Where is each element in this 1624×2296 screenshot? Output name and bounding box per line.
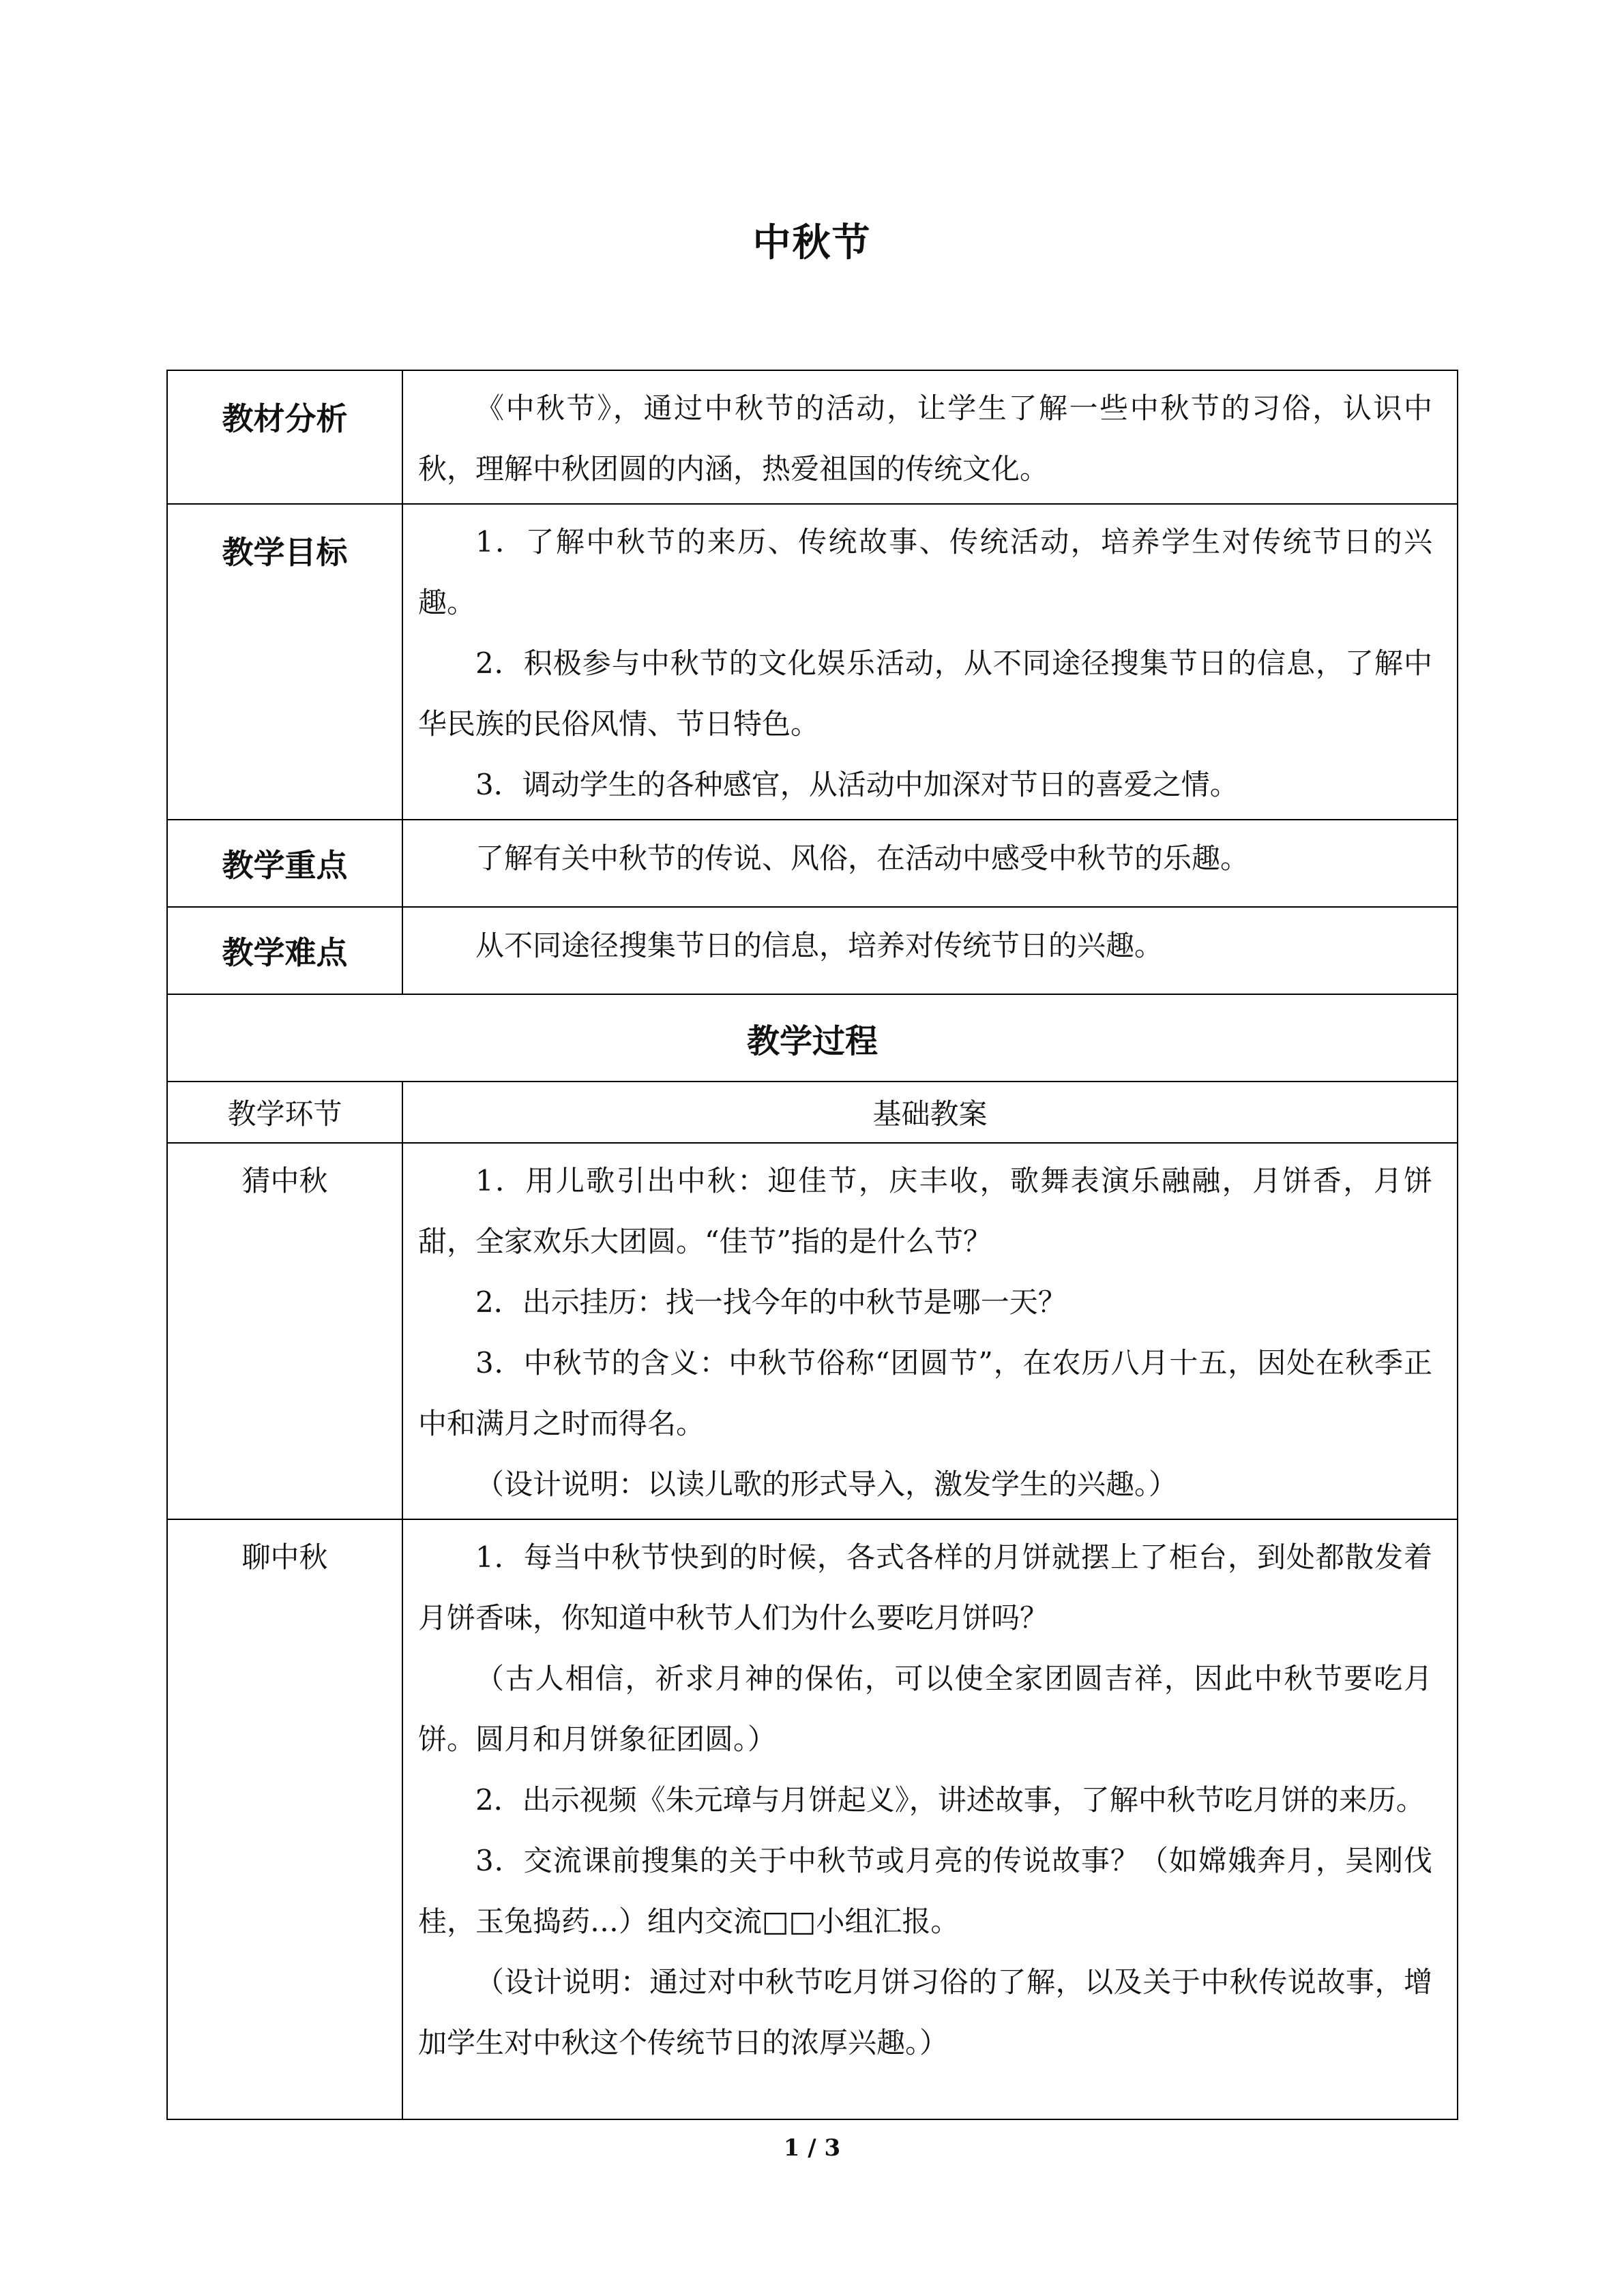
difficulties-paragraph: 从不同途径搜集节日的信息，培养对传统节日的兴趣。 <box>475 929 1164 962</box>
stage-paragraph: 1．每当中秋节快到的时候，各式各样的月饼就摆上了柜台，到处都散发着月饼香味，你知道中秋节人们为什么要吃月饼吗？ <box>418 1540 1432 1635</box>
content-difficulties <box>402 907 1458 994</box>
stage-paragraph: （设计说明：以读儿歌的形式导入，激发学生的兴趣。） <box>475 1467 1178 1501</box>
stage-name: 猜中秋 <box>167 1143 402 1519</box>
row-process-heading <box>167 994 1458 1082</box>
objective-paragraph: 2．积极参与中秋节的文化娱乐活动，从不同途径搜集节日的信息，了解中华民族的民俗风情、节日特色。 <box>418 646 1432 741</box>
table-row-stage-chat <box>167 1519 1458 2119</box>
stage-content <box>402 1143 1458 1519</box>
row-difficulties <box>167 907 1458 994</box>
stage-paragraph: （古人相信，祈求月神的保佑，可以使全家团圆吉祥，因此中秋节要吃月饼。圆月和月饼象征团圆。） <box>418 1662 1432 1756</box>
row-key-points <box>167 820 1458 907</box>
row-analysis <box>167 370 1458 504</box>
label-objectives: 教学目标 <box>167 504 402 820</box>
document-title: 中秋节 <box>752 221 872 265</box>
label-difficulties: 教学难点 <box>167 907 402 994</box>
column-header-plan: 基础教案 <box>402 1082 1458 1143</box>
process-heading: 教学过程 <box>167 994 1458 1082</box>
objective-paragraph: 1．了解中秋节的来历、传统故事、传统活动，培养学生对传统节日的兴趣。 <box>418 525 1432 619</box>
stage-paragraph: 1．用儿歌引出中秋：迎佳节，庆丰收，歌舞表演乐融融，月饼香，月饼甜，全家欢乐大团圆。“佳节”指的是什么节？ <box>418 1164 1432 1258</box>
row-process-columns <box>167 1082 1458 1143</box>
lesson-plan-table <box>166 370 1458 2120</box>
stage-name: 聊中秋 <box>167 1519 402 2119</box>
stage-paragraph: 3．中秋节的含义：中秋节俗称“团圆节”，在农历八月十五，因处在秋季正中和满月之时而得名。 <box>418 1346 1432 1440</box>
stage-content <box>402 1519 1458 2119</box>
stage-paragraph: （设计说明：通过对中秋节吃月饼习俗的了解，以及关于中秋传说故事，增加学生对中秋这个传统节日的浓厚兴趣。） <box>418 1965 1432 2059</box>
column-header-stage: 教学环节 <box>167 1082 402 1143</box>
stage-paragraph: 2．出示视频《朱元璋与月饼起义》，讲述故事，了解中秋节吃月饼的来历。 <box>475 1783 1425 1817</box>
row-objectives <box>167 504 1458 820</box>
stage-paragraph: 2．出示挂历：找一找今年的中秋节是哪一天？ <box>475 1285 1067 1319</box>
content-key-points <box>402 820 1458 907</box>
content-analysis <box>402 370 1458 504</box>
stage-paragraph: 3．交流课前搜集的关于中秋节或月亮的传说故事？（如嫦娥奔月，吴刚伐桂，玉兔捣药…）组内交流□□小组汇报。 <box>418 1844 1432 1938</box>
page-number: 1 / 3 <box>783 2134 841 2162</box>
label-analysis: 教材分析 <box>167 370 402 504</box>
analysis-paragraph: 《中秋节》，通过中秋节的活动，让学生了解一些中秋节的习俗，认识中秋，理解中秋团圆的内涵，热爱祖国的传统文化。 <box>418 391 1432 486</box>
key-points-paragraph: 了解有关中秋节的传说、风俗，在活动中感受中秋节的乐趣。 <box>475 841 1250 875</box>
table-row-stage-guess <box>167 1143 1458 1519</box>
label-key-points: 教学重点 <box>167 820 402 907</box>
content-objectives <box>402 504 1458 820</box>
objective-paragraph: 3．调动学生的各种感官，从活动中加深对节日的喜爱之情。 <box>475 768 1239 801</box>
